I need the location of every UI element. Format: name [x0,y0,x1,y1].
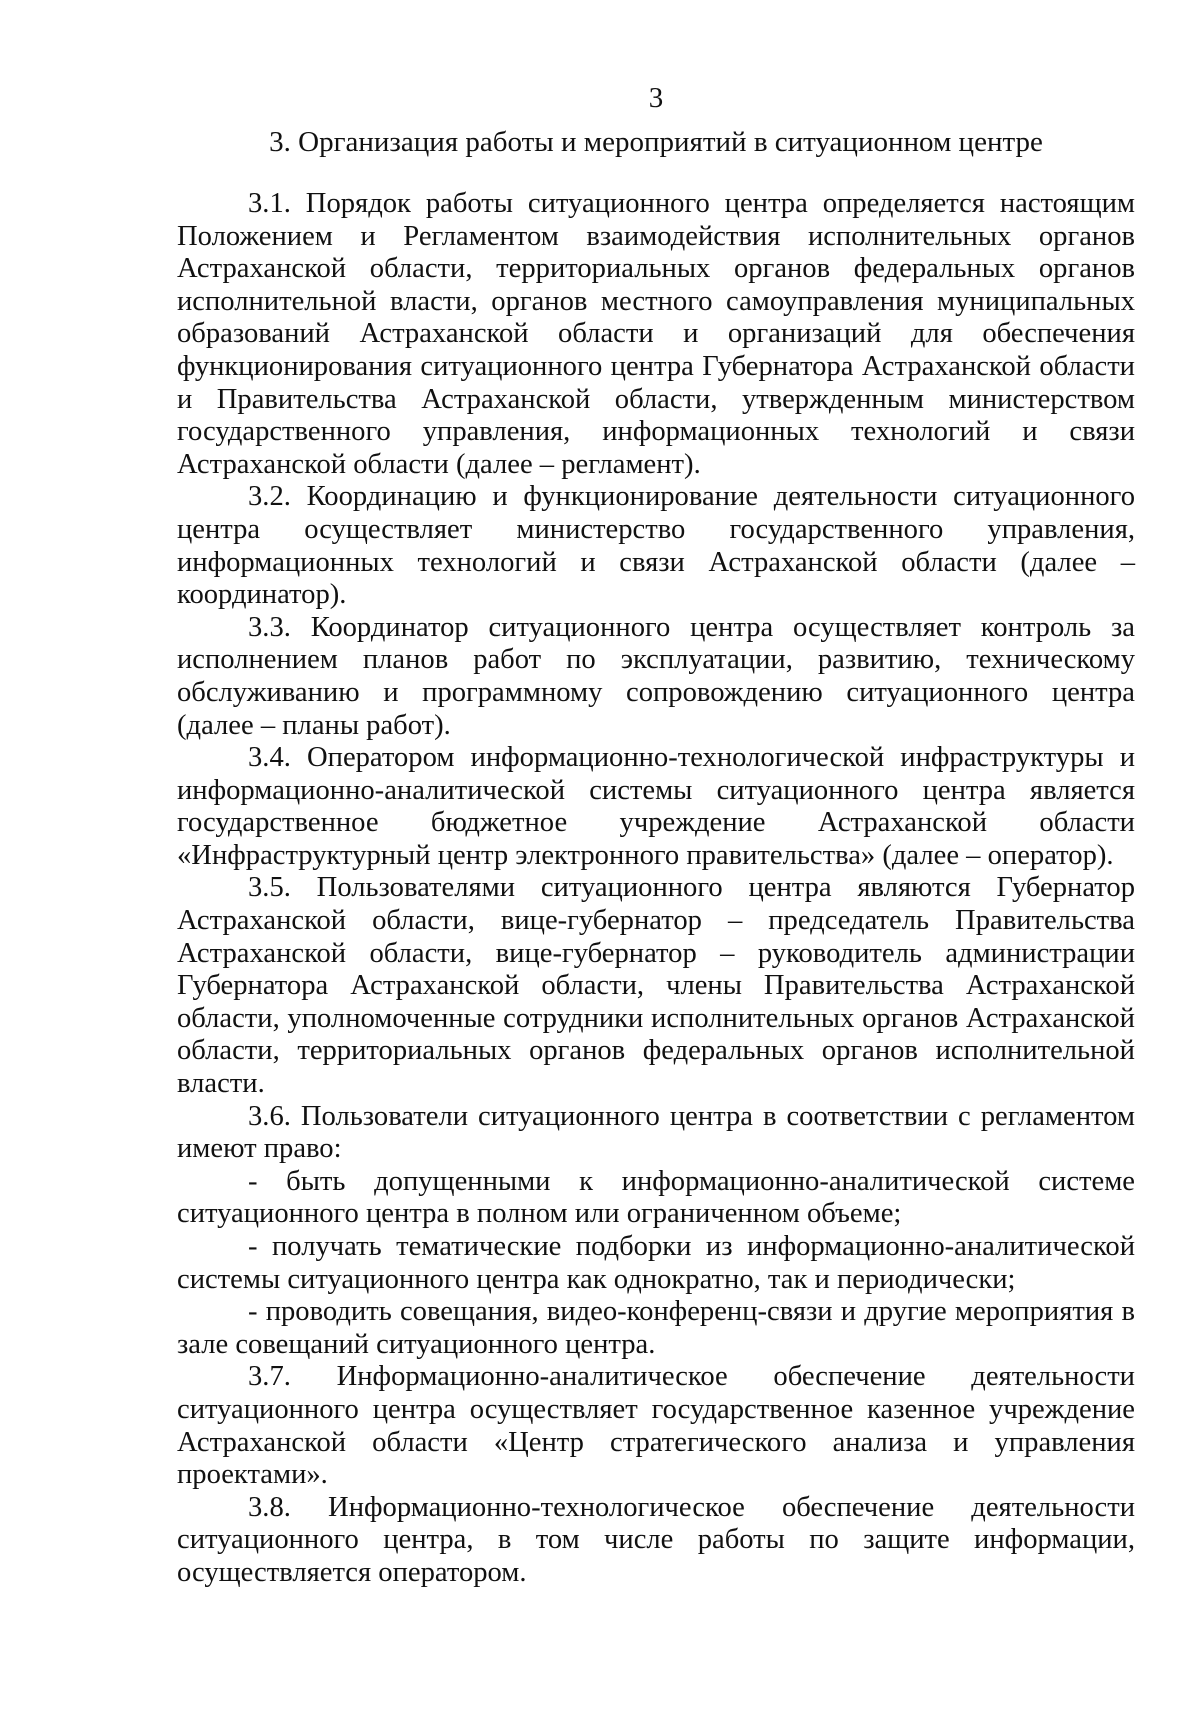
list-item-right-selections: - получать тематические подборки из информационно-аналитической системы ситуационного центра как однократно, так и периодически; [177,1231,1135,1295]
paragraph-3-8: 3.8. Информационно-технологическое обеспечение деятельности ситуационного центра, в том числе работы по защите информации, осуществляется оператором. [177,1491,1135,1588]
section-body [177,188,1135,1590]
list-item-right-access: - быть допущенными к информационно-аналитической системе ситуационного центра в полном или ограниченном объеме; [177,1165,1135,1230]
page-number: 3 [648,82,664,114]
paragraph-3-4: 3.4. Оператором информационно-технологической инфраструктуры и информационно-аналитической системы ситуационного центра является государственное бюджетное учреждение Астраханской области «Инфраструктурный центр электронного правительства» (далее – оператор). [177,742,1135,871]
paragraph-3-3: 3.3. Координатор ситуационного центра осуществляет контроль за исполнением планов работ по эксплуатации, развитию, техническому обслуживанию и программному сопровождению ситуационного центра (далее – планы работ). [177,611,1135,741]
section-title: 3. Организация работы и мероприятий в ситуационном центре [269,126,1043,158]
paragraph-3-7: 3.7. Информационно-аналитическое обеспечение деятельности ситуационного центра осуществляет государственное казенное учреждение Астраханской области «Центр стратегического анализа и управления проектами». [177,1361,1135,1491]
paragraph-3-5: 3.5. Пользователями ситуационного центра являются Губернатор Астраханской области, вице-губернатор – председатель Правительства Астраханской области, вице-губернатор – руководитель администрации Губернатора Астраханской области, члены Правительства Астраханской области, уполномоченные сотрудники исполнительных органов Астраханской области, территориальных органов федеральных органов исполнительной власти. [177,872,1135,1100]
list-item-right-meetings: - проводить совещания, видео-конференц-связи и другие мероприятия в зале совещаний ситуационного центра. [177,1296,1135,1360]
paragraph-3-6: 3.6. Пользователи ситуационного центра в соответствии с регламентом имеют право: [177,1100,1135,1165]
paragraph-3-2: 3.2. Координацию и функционирование деятельности ситуационного центра осуществляет министерство государственного управления, информационных технологий и связи Астраханской области (далее – координатор). [177,481,1135,611]
paragraph-3-1: 3.1. Порядок работы ситуационного центра определяется настоящим Положением и Регламентом взаимодействия исполнительных органов Астраханской области, территориальных органов федеральных органов исполнительной власти, органов местного самоуправления муниципальных образований Астраханской области и организаций для обеспечения функционирования ситуационного центра Губернатора Астраханской области и Правительства Астраханской области, утвержденным министерством государственного управления, информационных технологий и связи Астраханской области (далее – регламент). [177,188,1135,480]
